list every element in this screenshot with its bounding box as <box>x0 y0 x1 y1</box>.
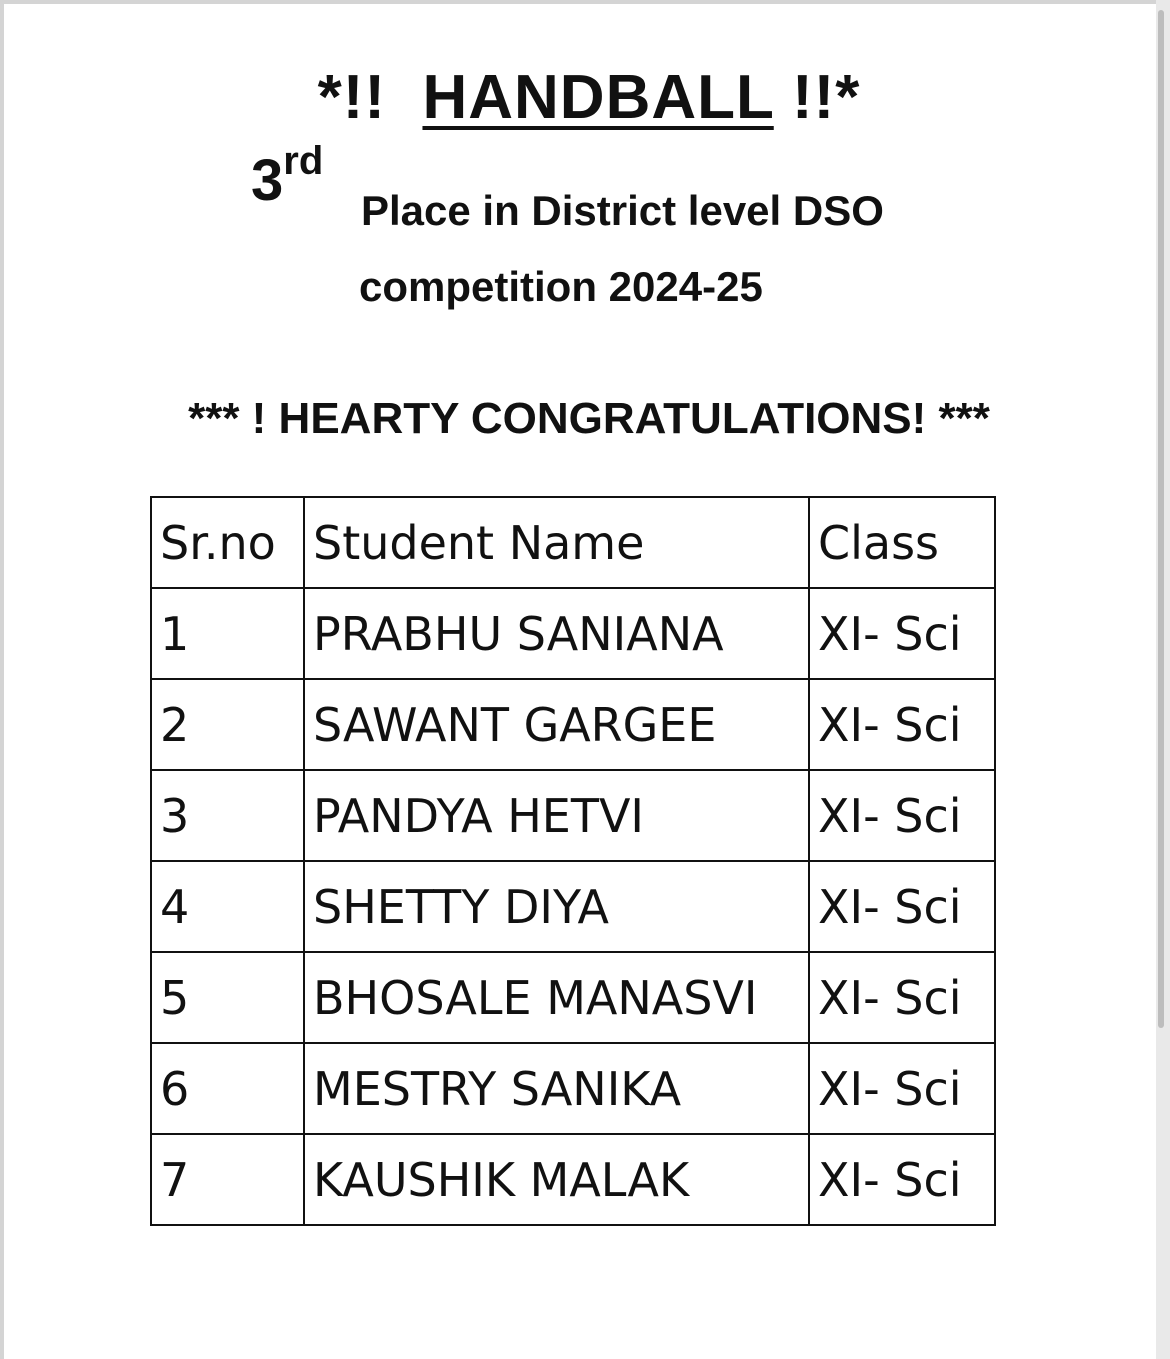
cell-class: XI- Sci <box>809 1134 995 1225</box>
table-row <box>151 861 995 952</box>
cell-student-name: PRABHU SANIANA <box>304 588 809 679</box>
cell-sr-no: 1 <box>151 588 304 679</box>
congratulations-banner: *** ! HEARTY CONGRATULATIONS! *** <box>188 394 990 443</box>
cell-student-name: MESTRY SANIKA <box>304 1043 809 1134</box>
ordinal-suffix: rd <box>283 139 324 183</box>
page-title <box>4 62 1170 133</box>
ordinal-number: 3 <box>251 148 284 213</box>
title-prefix: *!! <box>317 63 423 132</box>
sport-name: HANDBALL <box>422 63 774 132</box>
cell-sr-no: 6 <box>151 1043 304 1134</box>
scrollbar-thumb[interactable] <box>1158 10 1164 1028</box>
table-row <box>151 679 995 770</box>
cell-student-name: SAWANT GARGEE <box>304 679 809 770</box>
table-row <box>151 1043 995 1134</box>
student-table <box>150 496 996 1226</box>
cell-sr-no: 7 <box>151 1134 304 1225</box>
cell-sr-no: 2 <box>151 679 304 770</box>
cell-student-name: BHOSALE MANASVI <box>304 952 809 1043</box>
header-student-name: Student Name <box>304 497 809 588</box>
placement-ordinal <box>251 139 324 213</box>
table-header-row <box>151 497 995 588</box>
achievement-line-2: competition 2024-25 <box>359 263 763 310</box>
achievement-line-1: Place in District level DSO <box>361 187 884 234</box>
cell-sr-no: 4 <box>151 861 304 952</box>
table-row <box>151 770 995 861</box>
cell-student-name: PANDYA HETVI <box>304 770 809 861</box>
cell-class: XI- Sci <box>809 679 995 770</box>
title-suffix: !!* <box>773 63 861 132</box>
table-row <box>151 588 995 679</box>
cell-student-name: KAUSHIK MALAK <box>304 1134 809 1225</box>
cell-class: XI- Sci <box>809 588 995 679</box>
cell-class: XI- Sci <box>809 861 995 952</box>
header-sr-no: Sr.no <box>151 497 304 588</box>
cell-sr-no: 3 <box>151 770 304 861</box>
table-row <box>151 952 995 1043</box>
cell-sr-no: 5 <box>151 952 304 1043</box>
cell-class: XI- Sci <box>809 1043 995 1134</box>
table-row <box>151 1134 995 1225</box>
cell-class: XI- Sci <box>809 770 995 861</box>
cell-class: XI- Sci <box>809 952 995 1043</box>
scrollbar-track[interactable] <box>1156 0 1170 1359</box>
header-class: Class <box>809 497 995 588</box>
cell-student-name: SHETTY DIYA <box>304 861 809 952</box>
